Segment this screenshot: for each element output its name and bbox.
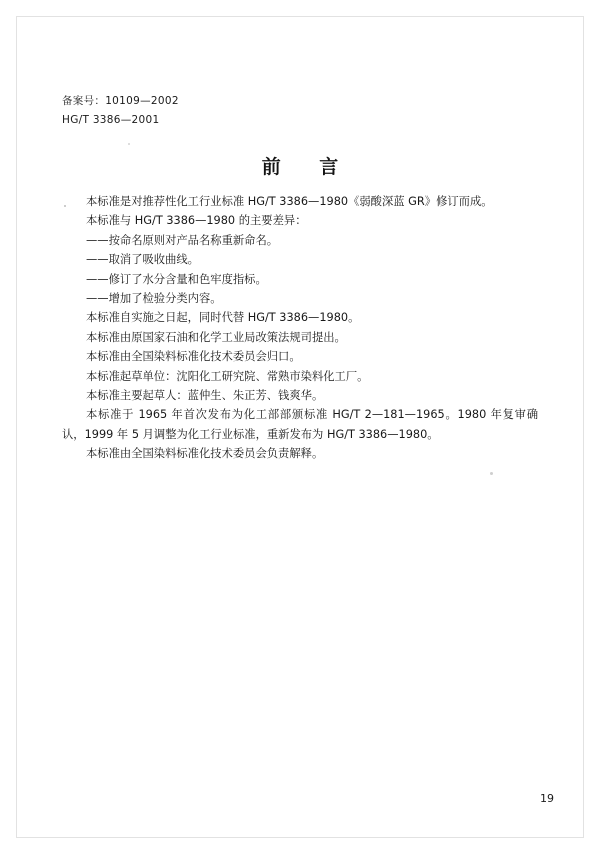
paragraph: 本标准于 1965 年首次发布为化工部部颁标准 HG/T 2—181—1965。1980 年复审确认，1999 年 5 月调整为化工行业标准，重新发布为 HG/T 3386—1980。 <box>62 408 538 441</box>
paragraph: 本标准由原国家石油和化学工业局改策法规司提出。 <box>86 330 346 344</box>
paragraph: 本标准主要起草人：蓝仲生、朱正芳、钱爽华。 <box>86 389 324 403</box>
scan-speck <box>490 472 493 475</box>
header-codes <box>62 92 179 130</box>
standard-number: HG/T 3386—2001 <box>62 114 160 126</box>
list-item: ——修订了水分含量和色牢度指标。 <box>86 272 267 286</box>
foreword-body <box>62 192 538 464</box>
page-title: 前 言 <box>261 156 355 178</box>
page-number: 19 <box>540 792 554 805</box>
paragraph: 本标准由全国染料标准化技术委员会归口。 <box>86 350 301 364</box>
paragraph: 本标准是对推荐性化工行业标准 HG/T 3386—1980《弱酸深蓝 GR》修订而成。 <box>86 195 493 208</box>
paragraph: 本标准自实施之日起，同时代替 HG/T 3386—1980。 <box>86 311 360 325</box>
scan-speck <box>128 143 130 145</box>
record-number: 备案号：10109—2002 <box>62 95 179 107</box>
list-item: ——按命名原则对产品名称重新命名。 <box>86 233 279 247</box>
paragraph: 本标准由全国染料标准化技术委员会负责解释。 <box>86 447 324 461</box>
paragraph: 本标准起草单位：沈阳化工研究院、常熟市染料化工厂。 <box>86 369 369 383</box>
list-item: ——取消了吸收曲线。 <box>86 253 199 267</box>
paragraph: 本标准与 HG/T 3386—1980 的主要差异： <box>86 214 307 228</box>
list-item: ——增加了检验分类内容。 <box>86 292 222 306</box>
